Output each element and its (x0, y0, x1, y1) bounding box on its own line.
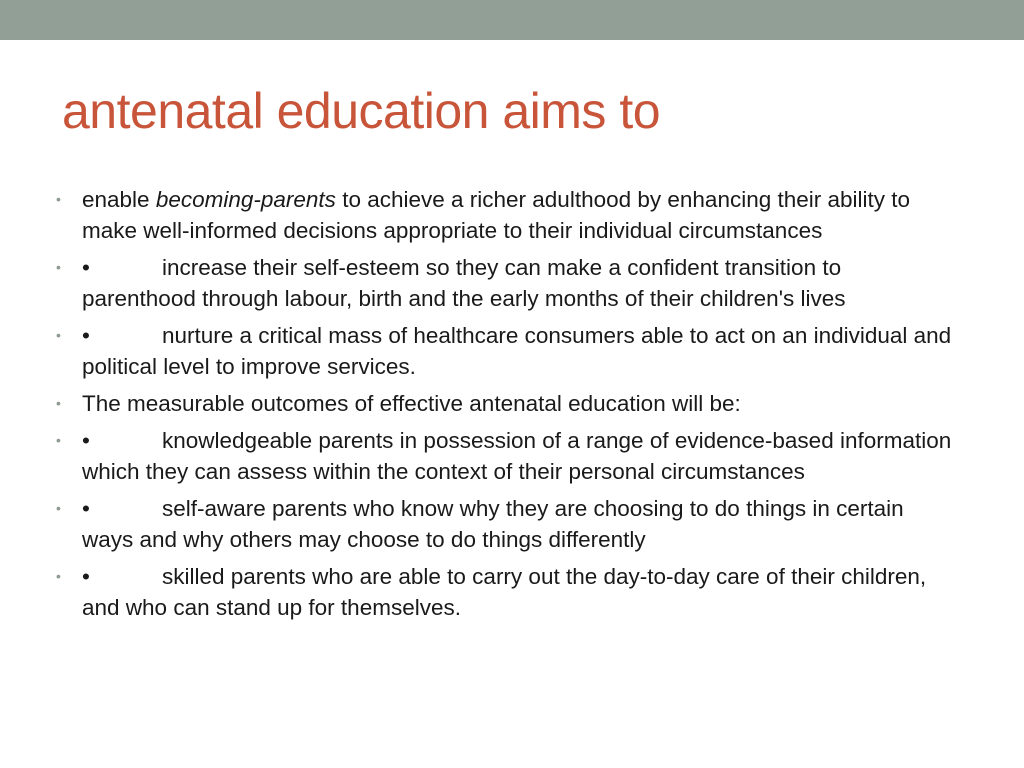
bullet-text: to achieve a richer adulthood by enhancing their ability to make well-informed decisions appropriate to their individual circumstances (82, 187, 911, 243)
bullet-item (56, 320, 956, 382)
slide-title: antenatal education aims to (62, 83, 661, 139)
bullet-marker-icon: • (56, 259, 61, 275)
bullet-marker-icon: • (56, 568, 61, 584)
bullet-item (56, 561, 956, 623)
bullet-prefix: enable (82, 187, 156, 212)
inner-bullet-symbol: • (82, 428, 90, 453)
bullet-text: self-aware parents who know why they are choosing to do things in certain ways and why others may choose to do things differently (82, 496, 904, 552)
inner-bullet-symbol: • (82, 564, 90, 589)
bullet-list (56, 184, 956, 629)
inner-bullet-symbol: • (82, 496, 90, 521)
bullet-item (56, 388, 956, 419)
bullet-item (56, 493, 956, 555)
top-accent-bar (0, 0, 1024, 40)
bullet-marker-icon: • (56, 432, 61, 448)
inner-bullet-symbol: • (82, 323, 90, 348)
bullet-item (56, 252, 956, 314)
bullet-item (56, 184, 956, 246)
bullet-marker-icon: • (56, 395, 61, 411)
bullet-text: nurture a critical mass of healthcare consumers able to act on an individual and political level to improve services. (82, 323, 952, 379)
bullet-emphasis: becoming-parents (155, 187, 336, 212)
bullet-text: increase their self-esteem so they can make a confident transition to parenthood through labour, birth and the early months of their children's lives (82, 255, 846, 311)
bullet-text: skilled parents who are able to carry out the day-to-day care of their children, and who can stand up for themselves. (82, 564, 927, 620)
bullet-marker-icon: • (56, 191, 61, 207)
bullet-marker-icon: • (56, 327, 61, 343)
bullet-text: knowledgeable parents in possession of a range of evidence-based information which they can assess within the context of their personal circumstances (82, 428, 952, 484)
bullet-marker-icon: • (56, 500, 61, 516)
inner-bullet-symbol: • (82, 255, 90, 280)
bullet-item (56, 425, 956, 487)
bullet-text: The measurable outcomes of effective antenatal education will be: (82, 391, 741, 416)
